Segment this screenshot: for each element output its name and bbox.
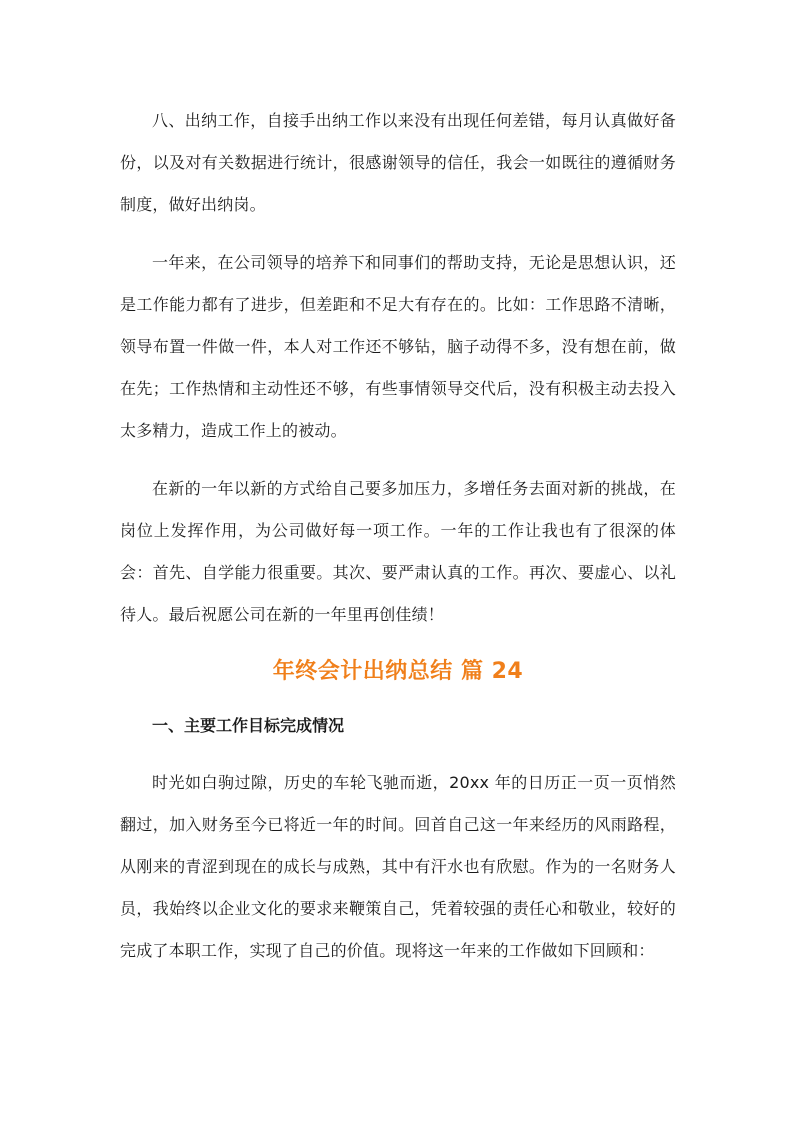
paragraph-year-review: 一年来，在公司领导的培养下和同事们的帮助支持，无论是思想认识，还是工作能力都有了进步，但差距和不足大有存在的。比如：工作思路不清晰，领导布置一件做一件，本人对工作还不够钻，脑子动得不多，没有想在前，做在先；工作热情和主动性还不够，有些事情领导交代后，没有积极主动去投入太多精力，造成工作上的被动。 [120,253,676,440]
paragraph-time-flies: 时光如白驹过隙，历史的车轮飞驰而逝，20xx 年的日历正一页一页悄然翻过，加入财务至今已将近一年的时间。回首自己这一年来经历的风雨路程，从刚来的青涩到现在的成长与成熟，其中有汗水也有欣慰。作为的一名财务人员，我始终以企业文化的要求来鞭策自己，凭着较强的责任心和敬业，较好的完成了本职工作，实现了自己的价值。现将这一年来的工作做如下回顾和： [120,773,676,960]
section-title: 年终会计出纳总结 篇 24 [272,659,524,684]
document-body [120,100,676,988]
subheading-main-goals: 一、主要工作目标完成情况 [152,716,345,735]
paragraph-cashier-work: 八、出纳工作，自接手出纳工作以来没有出现任何差错，每月认真做好备份，以及对有关数据进行统计，很感谢领导的信任，我会一如既往的遵循财务制度，做好出纳岗。 [120,111,676,214]
paragraph-new-year-goals: 在新的一年以新的方式给自己要多加压力，多增任务去面对新的挑战，在岗位上发挥作用，为公司做好每一项工作。一年的工作让我也有了很深的体会：首先、自学能力很重要。其次、要严肃认真的工作。再次、要虚心、以礼待人。最后祝愿公司在新的一年里再创佳绩！ [120,479,676,624]
